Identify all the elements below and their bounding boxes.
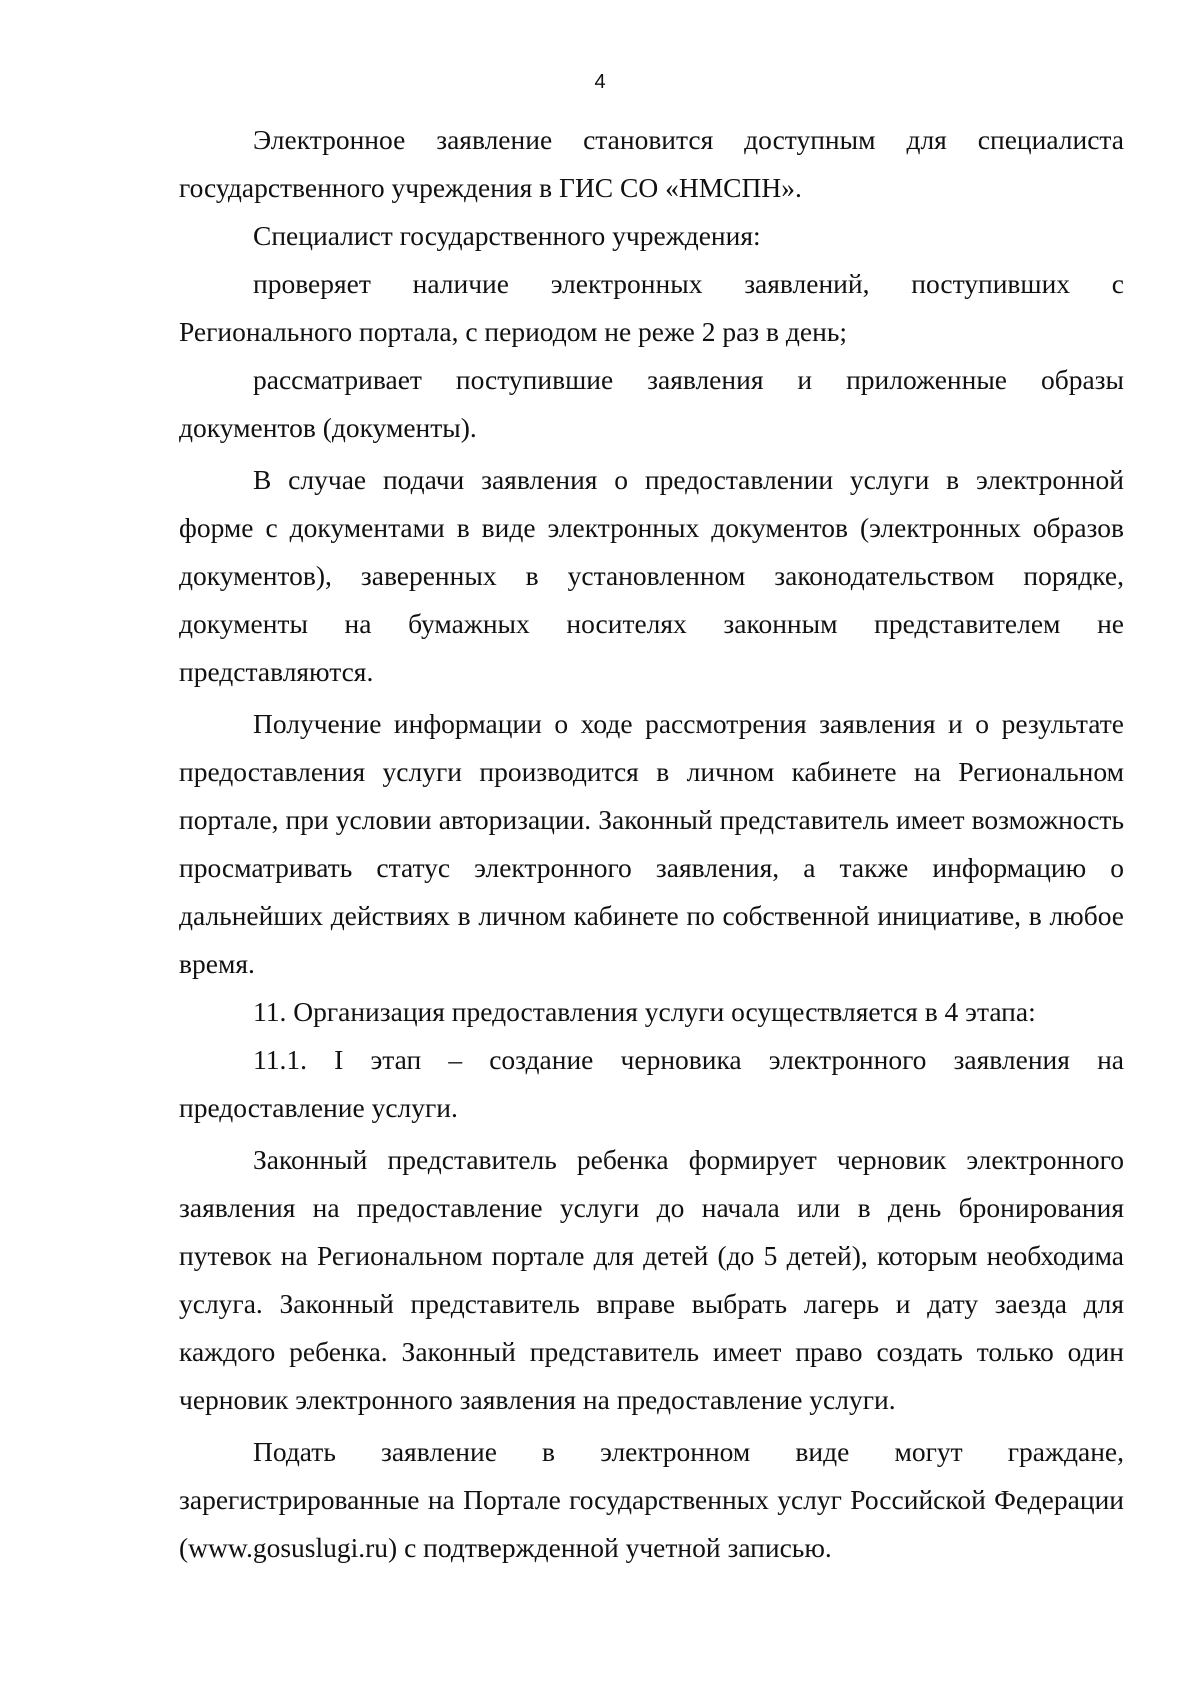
paragraph-specialist-heading: Специалист государственного учреждения: (253, 220, 761, 251)
page-number: 4 (594, 71, 606, 93)
paragraph-reviews-documents: рассматривает поступившие заявления и приложенные образы документов (документы). (179, 364, 1124, 443)
paragraph-electronic-documents-case: В случае подачи заявления о предоставлении услуги в электронной форме с документами в виде электронных документов (электронных образов документов), заверенных в установленном законодательством порядке, документы на бумажных носителях законным представителем не представляются. (179, 464, 1124, 687)
paragraph-organization-stages: 11. Организация предоставления услуги осуществляется в 4 этапа: (253, 996, 1036, 1027)
paragraph-stage-one: 11.1. I этап – создание черновика электронного заявления на предоставление услуги. (179, 1044, 1124, 1123)
paragraph-draft-application: Законный представитель ребенка формирует черновик электронного заявления на предоставление услуги до начала или в день бронирования путевок на Региональном портале для детей (до 5 детей), которым необходима услуга. Законный представитель вправе выбрать лагерь и дату заезда для каждого ребенка. Законный представитель имеет право создать только один черновик электронного заявления на предоставление услуги. (179, 1144, 1124, 1415)
document-body (179, 116, 1124, 1572)
paragraph-checks-applications: проверяет наличие электронных заявлений, поступивших с Регионального портала, с периодом не реже 2 раз в день; (179, 268, 1124, 347)
paragraph-progress-information: Получение информации о ходе рассмотрения заявления и о результате предоставления услуги производится в личном кабинете на Региональном портале, при условии авторизации. Законный представитель имеет возможность просматривать статус электронного заявления, а также информацию о дальнейших действиях в личном кабинете по собственной инициативе, в любое время. (179, 708, 1124, 979)
paragraph-electronic-submission-eligibility: Подать заявление в электронном виде могут граждане, зарегистрированные на Портале государственных услуг Российской Федерации (www.gosuslugi.ru) с подтвержденной учетной записью. (179, 1436, 1124, 1563)
paragraph-electronic-application-available: Электронное заявление становится доступным для специалиста государственного учреждения в ГИС СО «НМСПН». (179, 124, 1124, 203)
